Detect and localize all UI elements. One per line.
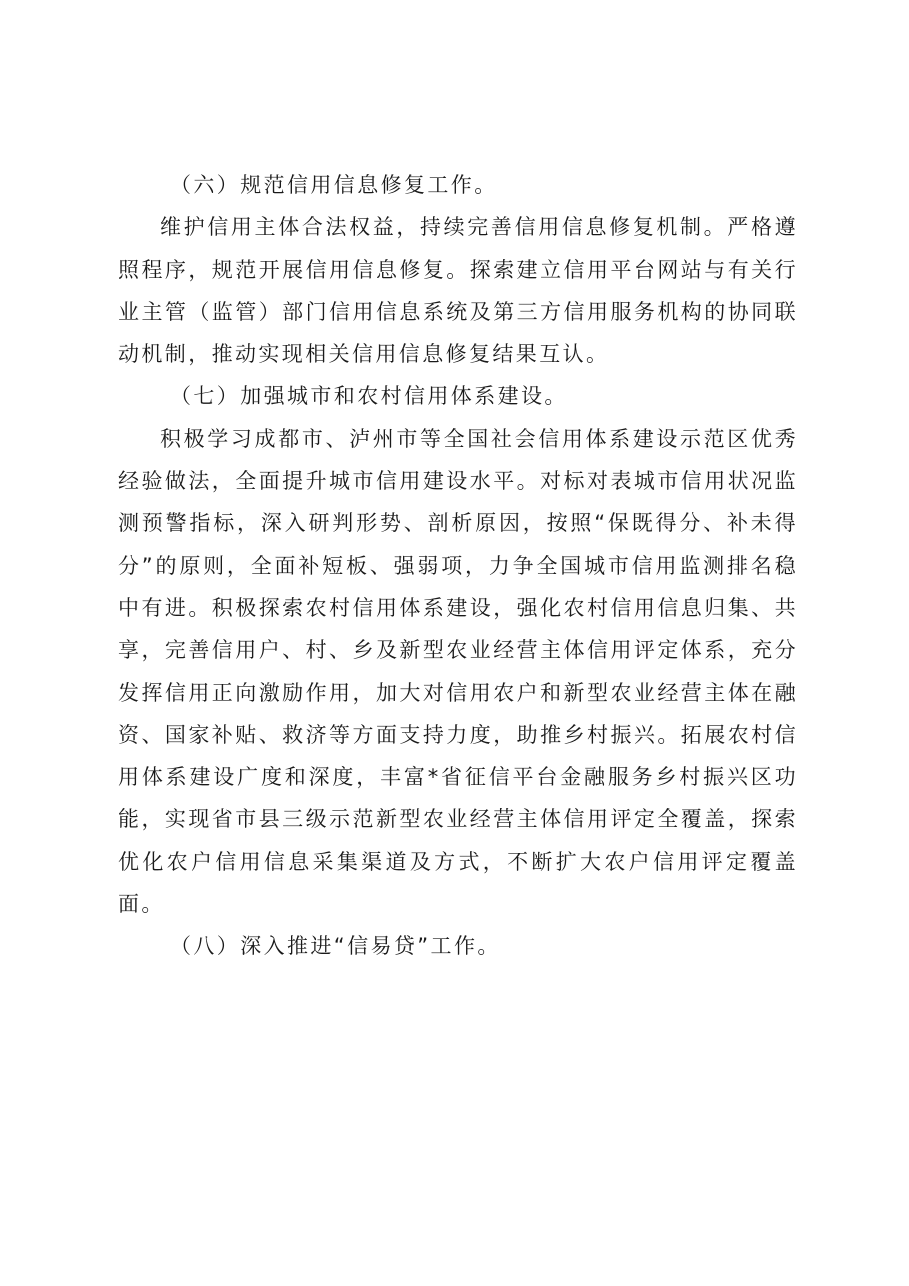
section-heading-6: （六）规范信用信息修复工作。	[170, 173, 498, 197]
section-heading-7: （七）加强城市和农村信用体系建设。	[170, 384, 568, 409]
section-heading-8: （八）深入推进“信易贷”工作。	[170, 934, 501, 959]
document-body	[118, 164, 798, 968]
section-body-6: 维护信用主体合法权益，持续完善信用信息修复机制。严格遵照程序，规范开展信用信息修复。探索建立信用平台网站与有关行业主管（监管）部门信用信息系统及第三方信用服务机构的协同联动机制，推动实现相关信用信息修复结果互认。	[118, 215, 798, 367]
section-body-7: 积极学习成都市、泸州市等全国社会信用体系建设示范区优秀经验做法，全面提升城市信用建设水平。对标对表城市信用状况监测预警指标，深入研判形势、剖析原因，按照“保既得分、补未得分”的原则，全面补短板、强弱项，力争全国城市信用监测排名稳中有进。积极探索农村信用体系建设，强化农村信用信息归集、共享，完善信用户、村、乡及新型农业经营主体信用评定体系，充分发挥信用正向激励作用，加大对信用农户和新型农业经营主体在融资、国家补贴、救济等方面支持力度，助推乡村振兴。拓展农村信用体系建设广度和深度，丰富*省征信平台金融服务乡村振兴区功能，实现省市县三级示范新型农业经营主体信用评定全覆盖，探索优化农户信用信息采集渠道及方式，不断扩大农户信用评定覆盖面。	[118, 426, 798, 917]
